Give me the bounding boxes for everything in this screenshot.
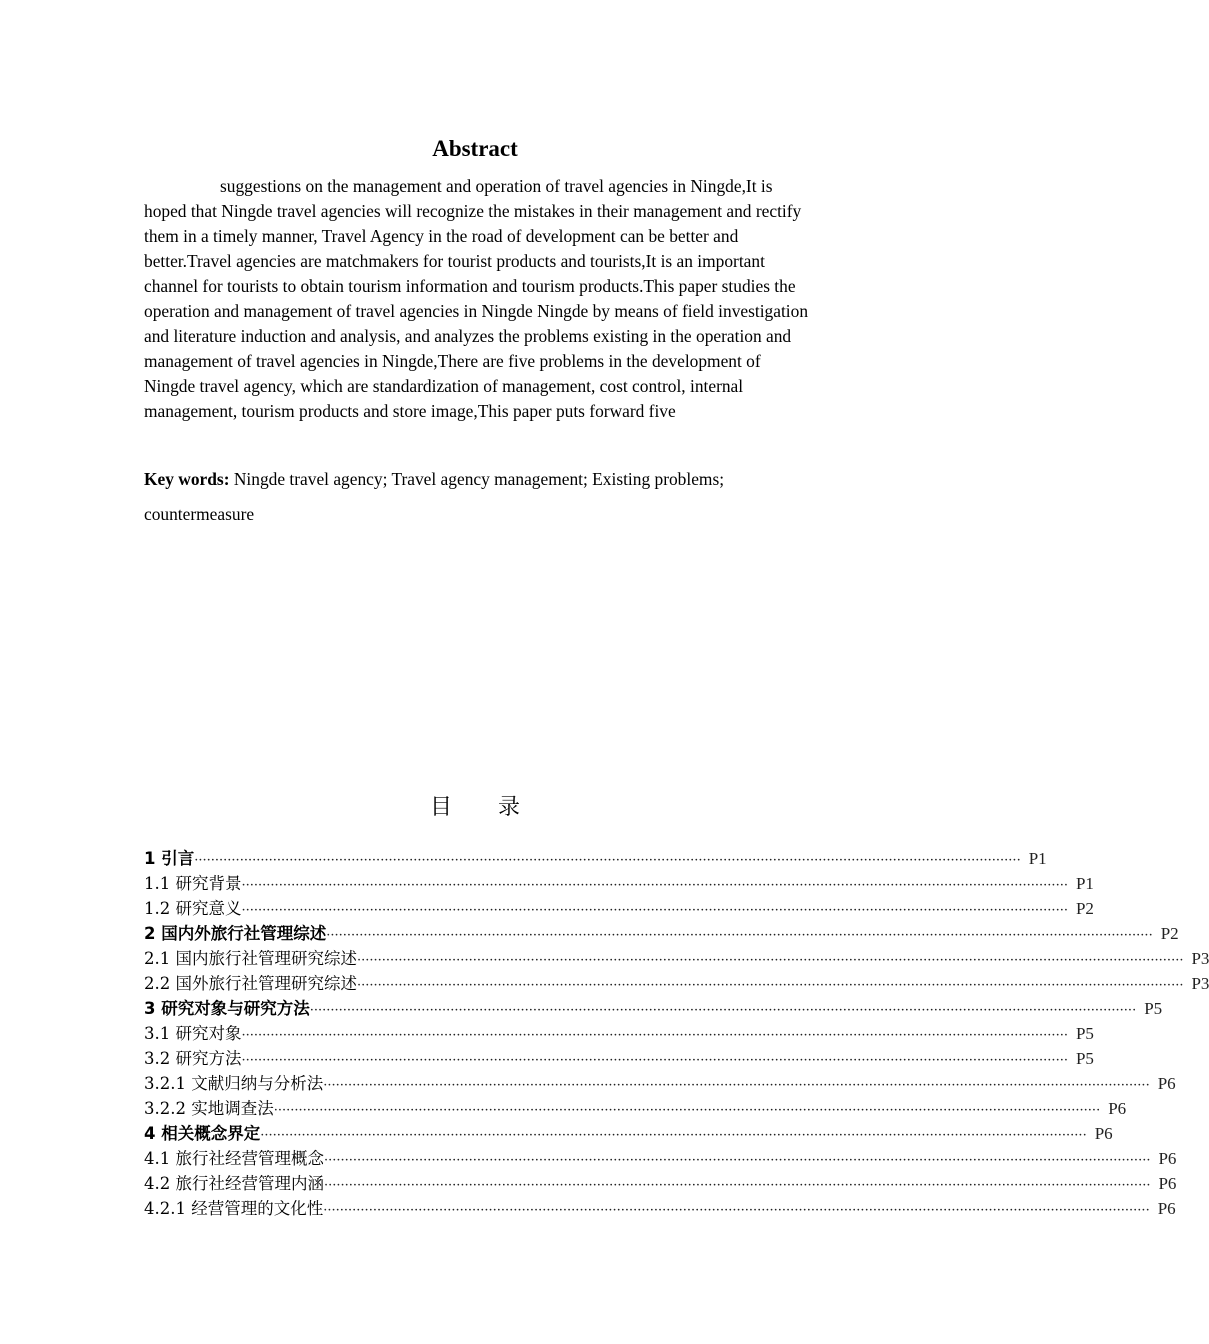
- toc-entry[interactable]: [144, 846, 1047, 871]
- toc-entry-page: P5: [1075, 1049, 1094, 1068]
- toc-entry[interactable]: [144, 896, 1094, 921]
- toc-leader-dots: ········································································································································································································: [241, 1028, 1068, 1043]
- keywords: [144, 462, 812, 532]
- toc-entry[interactable]: [144, 1171, 1177, 1196]
- toc-entry-page: P1: [1075, 874, 1094, 893]
- toc-entry[interactable]: [144, 1121, 1113, 1146]
- toc-entry-page: P1: [1028, 849, 1047, 868]
- toc-entry-page: P6: [1157, 1074, 1176, 1093]
- toc-leader-dots: ········································································································································································································: [241, 1053, 1068, 1068]
- toc-entry-label: 3.2.2 实地调查法: [144, 1099, 274, 1118]
- toc-entry-page: P2: [1160, 924, 1179, 943]
- toc-leader-dots: ········································································································································································································: [241, 903, 1068, 918]
- toc-leader-dots: ········································································································································································································: [194, 853, 1021, 868]
- toc-entry[interactable]: [144, 1046, 1094, 1071]
- toc-leader-dots: ········································································································································································································: [241, 878, 1068, 893]
- toc-entry-label: 3.2.1 文献归纳与分析法: [144, 1074, 324, 1093]
- toc-entry-label: 3.2 研究方法: [144, 1049, 242, 1068]
- toc-entry-label: 4.2.1 经营管理的文化性: [144, 1199, 324, 1218]
- toc-entry-page: P3: [1191, 974, 1209, 993]
- toc-entry[interactable]: [144, 996, 1163, 1021]
- toc-entry-label: 1.2 研究意义: [144, 899, 242, 918]
- toc-leader-dots: ········································································································································································································: [357, 978, 1184, 993]
- toc-entry-label: 4.2 旅行社经营管理内涵: [144, 1174, 324, 1193]
- toc-leader-dots: ········································································································································································································: [323, 1203, 1150, 1218]
- toc-entry-label: 2 国内外旅行社管理综述: [144, 924, 327, 943]
- toc-entry[interactable]: [144, 1021, 1094, 1046]
- toc-entry-label: 2.1 国内旅行社管理研究综述: [144, 949, 357, 968]
- toc-entry-page: P6: [1158, 1174, 1177, 1193]
- abstract-title: Abstract: [432, 136, 518, 161]
- toc-entry[interactable]: [144, 1196, 1176, 1221]
- toc-entry-label: 1.1 研究背景: [144, 874, 242, 893]
- toc-entry-label: 1 引言: [144, 849, 195, 868]
- toc-leader-dots: ········································································································································································································: [357, 953, 1184, 968]
- toc-entry-page: P6: [1094, 1124, 1113, 1143]
- toc-leader-dots: ········································································································································································································: [326, 928, 1153, 943]
- toc-leader-dots: ········································································································································································································: [309, 1003, 1137, 1018]
- keywords-text: Ningde travel agency; Travel agency management; Existing problems; countermeasure: [144, 469, 725, 524]
- toc-title: 目录: [429, 795, 566, 820]
- toc-entry[interactable]: [144, 1071, 1176, 1096]
- toc-entry-page: P6: [1157, 1199, 1176, 1218]
- toc-entry-page: P5: [1144, 999, 1163, 1018]
- toc-leader-dots: ········································································································································································································: [324, 1153, 1151, 1168]
- toc-entry-page: P3: [1191, 949, 1209, 968]
- toc-entry[interactable]: [144, 946, 1209, 971]
- abstract-body: suggestions on the management and operation of travel agencies in Ningde,It is hoped that Ningde travel agencies will recognize the mistakes in their management and rectify them in a timely manner, Travel Agency in the road of development can be better and better.Travel agencies are matchmakers for tourist products and tourists,It is an important channel for tourists to obtain tourism information and tourism products.This paper studies the operation and management of travel agencies in Ningde Ningde by means of field investigation and literature induction and analysis, and analyzes the problems existing in the operation and management of travel agencies in Ningde,There are five problems in the development of Ningde travel agency, which are standardization of management, cost control, internal management, tourism products and store image,This paper puts forward five: [144, 176, 809, 421]
- toc-entry-label: 3.1 研究对象: [144, 1024, 242, 1043]
- toc-entry-page: P5: [1075, 1024, 1094, 1043]
- toc-entry[interactable]: [144, 921, 1179, 946]
- toc-entry-label: 2.2 国外旅行社管理研究综述: [144, 974, 357, 993]
- toc-entry[interactable]: [144, 1096, 1127, 1121]
- toc-entry-label: 4 相关概念界定: [144, 1124, 261, 1143]
- toc-entry[interactable]: [144, 1146, 1177, 1171]
- toc-entry-page: P6: [1158, 1149, 1177, 1168]
- toc-entry-page: P2: [1075, 899, 1094, 918]
- toc-entry-page: P6: [1108, 1099, 1127, 1118]
- keywords-label: Key words:: [144, 469, 230, 489]
- toc-leader-dots: ········································································································································································································: [324, 1178, 1151, 1193]
- table-of-contents: [144, 846, 1209, 1221]
- toc-entry-label: 4.1 旅行社经营管理概念: [144, 1149, 324, 1168]
- toc-entry[interactable]: [144, 971, 1209, 996]
- toc-entry[interactable]: [144, 871, 1094, 896]
- toc-leader-dots: ········································································································································································································: [260, 1128, 1087, 1143]
- toc-leader-dots: ········································································································································································································: [273, 1103, 1101, 1118]
- toc-entry-label: 3 研究对象与研究方法: [144, 999, 310, 1018]
- toc-leader-dots: ········································································································································································································: [323, 1078, 1150, 1093]
